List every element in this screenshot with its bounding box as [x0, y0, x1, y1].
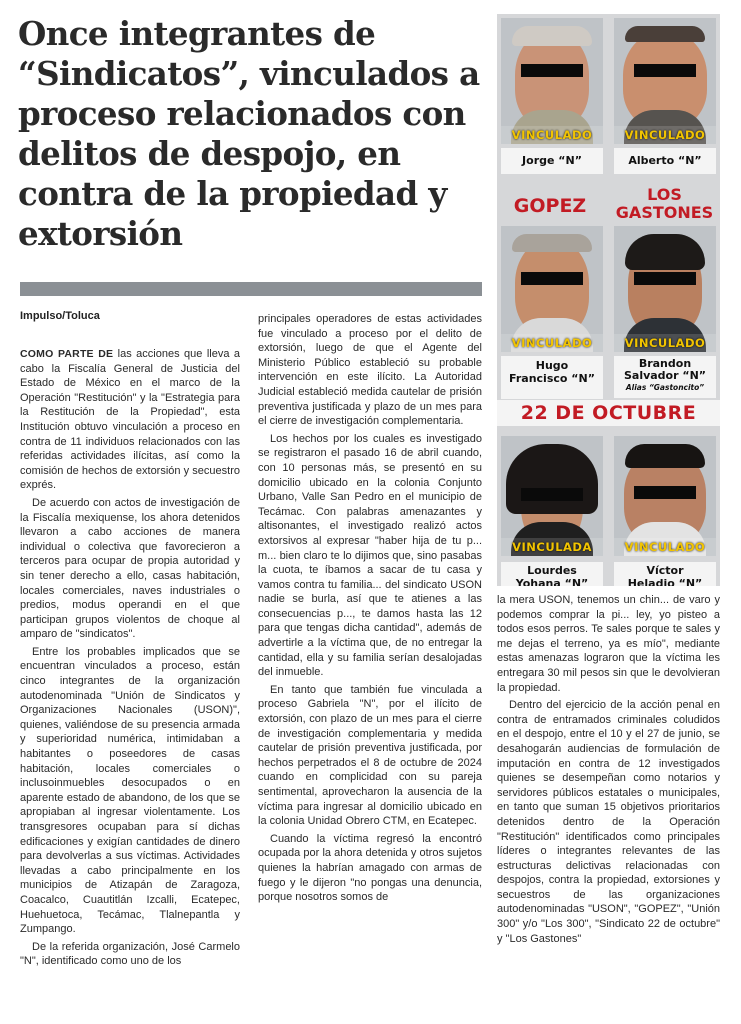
- article-column-3: [497, 593, 720, 949]
- suspect-card: [497, 432, 607, 586]
- paragraph: COMO PARTE DE las acciones que lleva a cabo la Fiscalía General de Justicia del Estado de México en el marco de la Operación "Restitución" y la "Estrategia para la Restitución de la Propiedad", esta Institución obtuvo vinculación a proceso en contra de 11 individuos relacionados con las referidas actividades ilícitas, así como la comisión de hechos de extorsión y secuestro exprés.: [20, 348, 240, 492]
- censor-bar: [521, 488, 583, 501]
- suspect-photo: [614, 18, 716, 144]
- headline-rule: [20, 282, 482, 296]
- photo-row: [497, 222, 720, 410]
- censor-bar: [521, 272, 583, 285]
- censor-bar: [521, 64, 583, 77]
- censor-bar: [634, 486, 696, 499]
- status-tag: VINCULADO: [501, 334, 603, 352]
- suspects-photo-panel: [497, 14, 720, 586]
- paragraph: Cuando la víctima regresó la encontró ocupada por la ahora detenida y otros sujetos quienes la habrían amagado con armas de fuego y le dijeron "no pongas una denuncia, porque nosotros somos de: [258, 832, 482, 904]
- suspect-card: [610, 432, 720, 586]
- lead-in: COMO PARTE DE: [20, 348, 114, 360]
- article-column-1: [20, 347, 240, 972]
- suspect-name: Jorge “N”: [501, 148, 603, 174]
- suspect-card: [497, 222, 607, 410]
- suspect-name: Hugo Francisco “N”: [501, 356, 603, 399]
- group-label-gopez: GOPEZ: [513, 195, 587, 217]
- paragraph: De acuerdo con actos de investigación de la Fiscalía mexiquense, los ahora detenidos llevaron a cabo acciones de manera individual o colectiva que favorecieron a terceros para ocupar de propia autoridad y sin tener derecho a ello, casas habitación, locales comerciales, naves industriales o predios, modus operandi en el que participan grupos violentos de choque al amparo de "sindicatos".: [20, 496, 240, 641]
- suspect-card: [610, 14, 720, 176]
- paragraph: Entre los probables implicados que se encuentran vinculados a proceso, están cinco integrantes de la organización autodenominada "Unión de Sindicatos y Organizaciones Nacionales (USON)", quienes, valiéndose de su presencia armada y superioridad numérica, intimidaban a habitantes o poseedores de casas habitación, locales comerciales o inclusoinmuebles desocupados o en aparente estado de abandono, de los que se apropiaban al ingresar violentamente. Los transgresores ocupaban para sí dichas edificaciones y exigían cantidades de dinero para devolverlas a sus víctimas. Actividades llevadas a cabo principalmente en los municipios de Atizapán de Zaragoza, Coacalco, Cuautitlán Izcalli, Ecatepec, Huehuetoca, Tecámac, Tlalnepantla y Zumpango.: [20, 645, 240, 936]
- suspect-photo: [501, 18, 603, 144]
- headline: Once integrantes de “Sindicatos”, vinculados a proceso relacionados con delitos de despojo, en contra de la propiedad y extorsión: [18, 14, 480, 253]
- paragraph: De la referida organización, José Carmelo "N", identificado como uno de los: [20, 940, 240, 968]
- photo-row: [497, 14, 720, 176]
- group-label-22-octubre: 22 DE OCTUBRE: [497, 400, 720, 426]
- suspect-photo: [614, 436, 716, 556]
- group-label-gastones: LOS GASTONES: [615, 185, 714, 222]
- article-column-2: [258, 312, 482, 908]
- suspect-photo: [501, 436, 603, 556]
- suspect-alias: Alias “Gastoncito”: [625, 383, 705, 392]
- suspect-card: [497, 14, 607, 176]
- censor-bar: [634, 64, 696, 77]
- paragraph: En tanto que también fue vinculada a proceso Gabriela "N", por el ilícito de extorsión, con plazo de un mes para el cierre de investigación complementaria y medida cautelar de prisión preventiva justificada, por hechos perpetrados el 8 de octubre de 2024 cuando en complicidad con su pareja sentimental, aprovecharon la ausencia de la víctima para ingresar al domicilio ubicado en la colonia Unidad Obrero CTM, en Ecatepec.: [258, 683, 482, 828]
- suspect-photo: [501, 226, 603, 352]
- paragraph: principales operadores de estas actividades fue vinculado a proceso por el delito de extorsión, luego de que el Agente del Ministerio Público estableció su probable intervención en este ilícito. La Autoridad Judicial estableció medida cautelar de prisión preventiva justificada y plazo de un mes para el cierre de investigación complementaria.: [258, 313, 482, 428]
- suspect-name: Brandon Salvador “N” Alias “Gastoncito”: [614, 356, 716, 398]
- suspect-photo: [614, 226, 716, 352]
- status-tag: VINCULADO: [501, 126, 603, 144]
- censor-bar: [634, 272, 696, 285]
- paragraph: Dentro del ejercicio de la acción penal en contra de entramados criminales coludidos en el despojo, entre el 10 y el 27 de junio, se desahogarán audiencias de formulación de imputación en contra de 12 investigados quienes se desempeñan como notarios y servidores públicos estatales o municipales, en tanto que suman 15 objetivos prioritarios detenidos dentro de la Operación "Restitución" identificados como principales líderes o integrantes relevantes de las estructuras delictivas relacionadas con despojos, contra la propiedad, extorsiones y secuestros de las organizaciones autodenominadas "USON", "GOPEZ", "Unión 300" y/o "Los 300", "Sindicato 22 de octubre" y "Los Gastones": [497, 699, 720, 945]
- suspect-name: Alberto “N”: [614, 148, 716, 174]
- status-tag: VINCULADO: [614, 126, 716, 144]
- status-tag: VINCULADO: [614, 538, 716, 556]
- photo-row: [497, 432, 720, 586]
- paragraph: Los hechos por los cuales es investigado se registraron el pasado 16 de abril cuando, con 10 personas más, se presentó en su domicilio ubicado en la colonia Conjunto Urbano, Valle San Pedro en el municipio de Tecámac. Con palabras amenazantes y altisonantes, el investigado realizó actos extorsivos al expresar "haber hija de tu p... m... bien claro te lo dijimos que, sino pasabas la cuota, te íbamos a sacar de tu casa y vamos contra tu familia... del sindicato USON nadie se burla, así que te atienes a las consecuencias p..., te damos hasta las 12 para que tengas dicha cantidad", además de advertirle a la víctima que, de no entregar la cantidad, ella y su familia serían desalojadas del inmueble.: [258, 432, 482, 679]
- suspect-name: Lourdes Yohana “N”: [501, 562, 603, 586]
- status-tag: VINCULADA: [501, 538, 603, 556]
- suspect-card: [610, 222, 720, 410]
- byline: Impulso/Toluca: [20, 310, 100, 322]
- suspect-name: Víctor Heladio “N”: [614, 562, 716, 586]
- paragraph: la mera USON, tenemos un chin... de varo y podemos comprar la pi... ley, yo pisteo a todos esos perros. Te sales porque te sales y me dejas el terreno, ya es mío", mediante estas amenazas lograron que la víctima les entregara 30 mil pesos sin que le devolvieran la propiedad.: [497, 594, 720, 694]
- status-tag: VINCULADO: [614, 334, 716, 352]
